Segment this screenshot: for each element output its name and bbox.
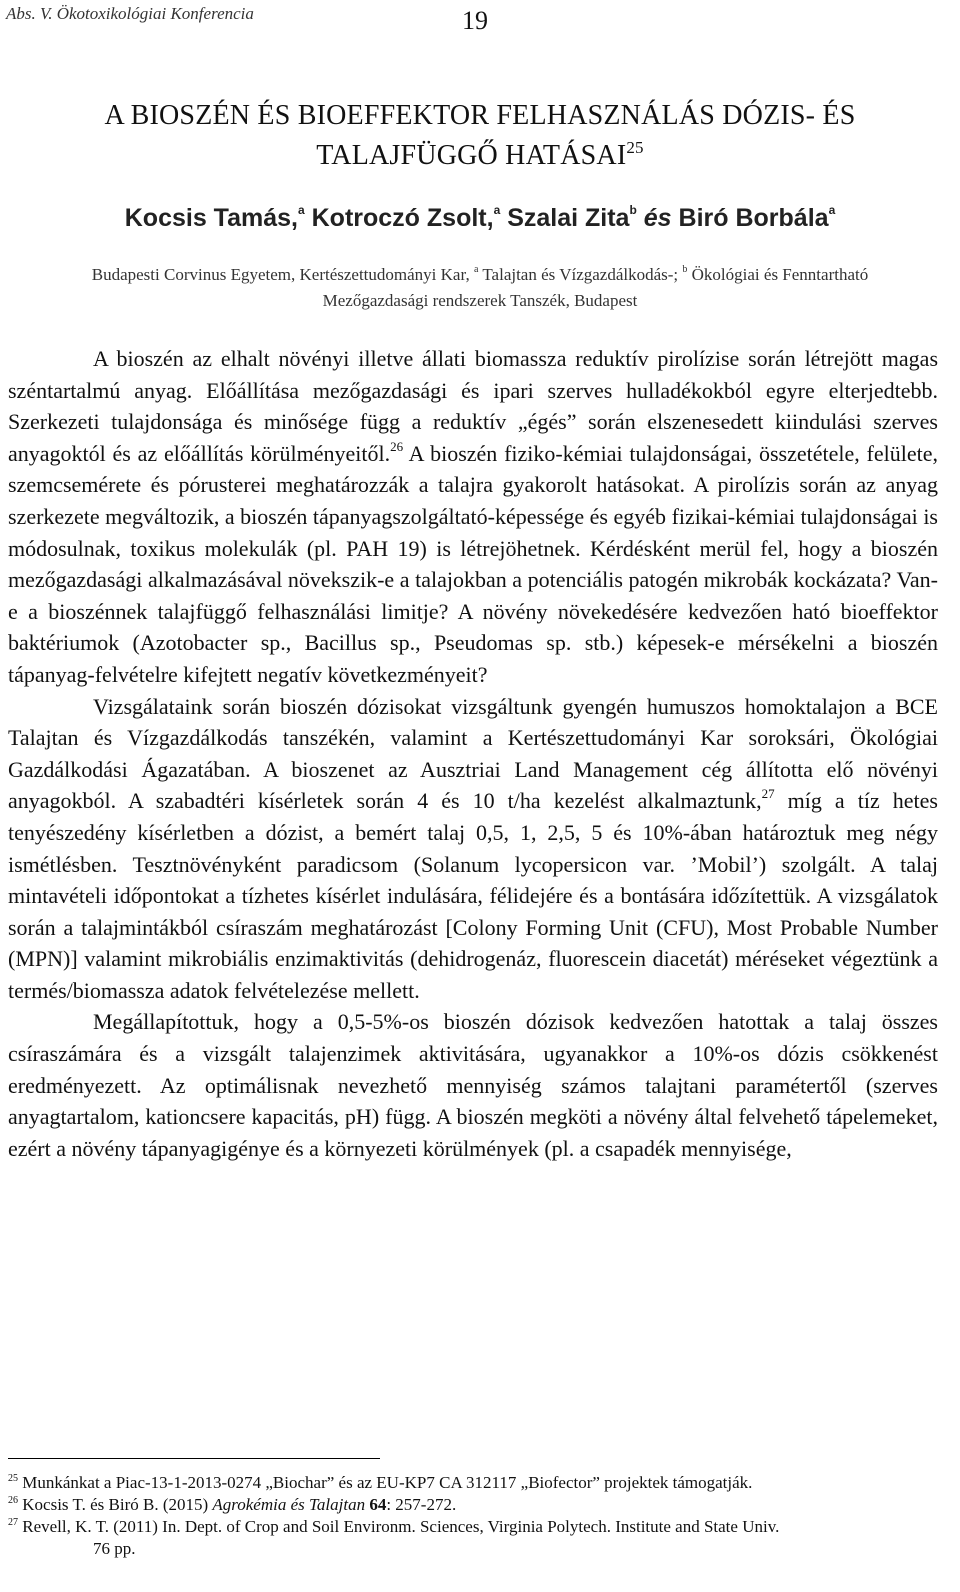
paragraph-2-text-b: míg a tíz hetes tenyészedény kísérletben a dózist, a bemért talaj 0,5, 1, 2,5, 5 és 10%-ában határoztuk meg négy ismétlésben. Tesztnövényként paradicsom (Solanum lycopersicon var. ’Mobil’) szolgált. A talaj mintavételi időpontokat a tízhetes kísérlet indulására, félidejére és a bontására időzítettük. A vizsgálatok során a talajmintákból csíraszám meghatározást [Colony Forming Unit (CFU), Most Probable Number (MPN)] valamint mikrobiális enzimaktivitás (dehidrogenáz, fluorescein diacetát) méréseket végeztünk a termés/biomassza adatok felvételezése mellett. <box>8 788 938 1003</box>
footnote-26-journal: Agrokémia és Talajtan <box>212 1495 366 1514</box>
author-2: Kotroczó Zsolt, <box>304 204 494 232</box>
footnote-27-number: 27 <box>8 1517 18 1528</box>
paragraph-2 <box>8 691 938 1007</box>
author-4: Biró Borbála <box>671 204 829 232</box>
footnote-26 <box>8 1494 938 1516</box>
affiliation-dept-a: Talajtan és Vízgazdálkodás-; <box>478 265 683 284</box>
author-conjunction: és <box>636 204 672 232</box>
footnote-25-number: 25 <box>8 1473 18 1484</box>
footnote-ref-26: 26 <box>390 438 404 454</box>
author-1: Kocsis Tamás, <box>124 204 298 232</box>
paragraph-2-text-a: Vizsgálataink során bioszén dózisokat vizsgáltunk gyengén humuszos homoktalajon a BCE Talajtan és Vízgazdálkodás tanszékén, valamint a Kertészettudományi Kar soroksári, Ökológiai Gazdálkodási Ágazatában. A bioszenet az Ausztriai Land Management cég állította elő növényi anyagokból. A szabadtéri kísérletek során 4 és 10 t/ha kezelést alkalmaztunk, <box>8 693 938 814</box>
paragraph-1 <box>8 343 938 691</box>
author-list <box>0 204 960 233</box>
affiliation-line2: Mezőgazdasági rendszerek Tanszék, Budapest <box>322 291 638 310</box>
footnote-26-pages: : 257-272. <box>386 1495 457 1514</box>
title-footnote-ref: 25 <box>626 138 644 157</box>
author-4-affil: a <box>828 203 836 217</box>
author-3: Szalai Zita <box>500 204 630 232</box>
paper-title-line1: A BIOSZÉN ÉS BIOEFFEKTOR FELHASZNÁLÁS DÓZIS- ÉS <box>104 100 856 131</box>
footnote-26-text: Kocsis T. és Biró B. (2015) <box>18 1495 213 1514</box>
paragraph-1-text-a: A bioszén az elhalt növényi illetve állati biomassza reduktív pirolízise során létrejött magas széntartalmú anyag. Előállítása mezőgazdasági és ipari szerves hulladékokból egyre elterjedtebb. Szerkezeti tulajdonsága és minősége függ a reduktív „égés” során elszenesedett kiindulási szerves anyagoktól és az előállítás körülményeitől. <box>8 346 938 466</box>
footnote-26-volume: 64 <box>365 1495 387 1514</box>
footnote-27-continuation: 76 pp. <box>93 1539 136 1558</box>
paper-title-line2 <box>0 136 960 176</box>
paragraph-3: Megállapítottuk, hogy a 0,5-5%-os bioszén dózisok kedvezően hatottak a talaj összes csíraszámára és a vizsgált talajenzimek aktivitására, ugyanakkor a 10%-os dózis csökkenést eredményezett. Az optimálisnak nevezhető mennyiség számos talajtani paramétertől (szerves anyagtartalom, kationcsere kapacitás, pH) függ. A bioszén megköti a növény által felvehető tápelemeket, ezért a növény tápanyagigénye és a környezeti körülmények (pl. a csapadék mennyisége, <box>8 1009 938 1161</box>
footnote-27-text: Revell, K. T. (2011) In. Dept. of Crop and Soil Environm. Sciences, Virginia Polytech. Institute and State Univ. <box>18 1517 780 1536</box>
footnote-25-text: Munkánkat a Piac-13-1-2013-0274 „Biochar” és az EU-KP7 CA 312117 „Biofector” projektek támogatják. <box>18 1473 753 1492</box>
footnote-25 <box>8 1472 938 1494</box>
affiliation-university: Budapesti Corvinus Egyetem, Kertészettudományi Kar, <box>91 265 474 284</box>
author-1-affil: a <box>297 203 305 217</box>
affiliation-marker-a: a <box>473 264 479 275</box>
paragraph-1-text-b: A bioszén fiziko-kémiai tulajdonságai, összetétele, felülete, szemcsemérete és pórusterei meghatározzák a talajra gyakorolt hatásokat. A pirolízis során az anyag szerkezete megváltozik, a bioszén tápanyagszolgáltató-képessége és egyéb fizikai-kémiai tulajdonságai is módosulnak, toxikus molekulák (pl. PAH 19) is létrejöhetnek. Kérdésként merül fel, hogy a bioszén mezőgazdasági alkalmazásával növekszik-e a talajokban a potenciális patogén mikrobák kockázata? Van-e a bioszénnek talajfüggő felhasználási limitje? A növény növekedésére kedvezően ható bioeffektor baktériumok (Azotobacter sp., Bacillus sp., Pseudomas sp. stb.) képesek-e mérsékelni a bioszén tápanyag-felvételre kifejtett negatív következményeit? <box>8 440 938 687</box>
author-2-affil: a <box>493 203 501 217</box>
footnote-ref-27: 27 <box>761 786 775 802</box>
footnote-26-number: 26 <box>8 1495 18 1506</box>
abstract-body <box>8 343 938 1164</box>
footnote-27 <box>8 1516 938 1538</box>
paper-title-text: TALAJFÜGGŐ HATÁSAI <box>316 140 627 171</box>
author-3-affil: b <box>629 203 637 217</box>
affiliation-marker-b: b <box>682 264 688 275</box>
affiliation-dept-b: Ökológiai és Fenntartható <box>687 265 869 284</box>
footnote-divider <box>8 1458 380 1459</box>
footnotes <box>8 1472 938 1560</box>
affiliation-line1 <box>0 262 960 288</box>
page-number: 19 <box>462 6 488 35</box>
running-title: Abs. V. Ökotoxikológiai Konferencia <box>6 4 254 23</box>
